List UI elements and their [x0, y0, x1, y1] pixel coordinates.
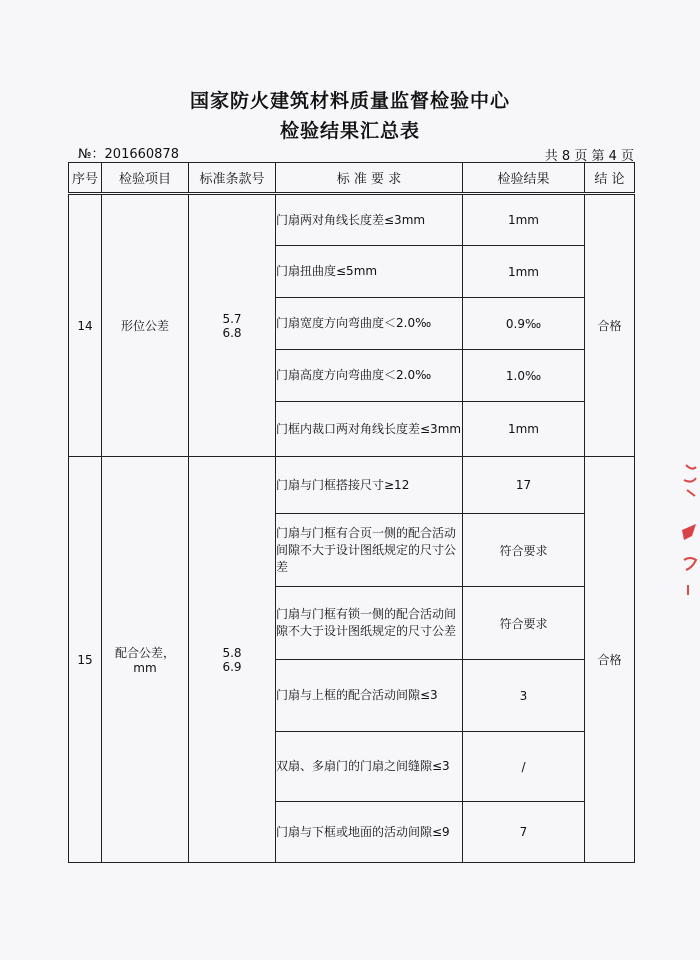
- requirement-cell: 门扇宽度方向弯曲度＜2.0‰: [276, 298, 463, 350]
- col-header-clause: 标准条款号: [189, 163, 276, 194]
- col-header-conclusion: 结 论: [585, 163, 635, 194]
- result-cell: 符合要求: [463, 587, 585, 660]
- item-line: 配合公差，: [114, 646, 175, 660]
- result-cell: 17: [463, 457, 585, 514]
- clause-cell: [189, 457, 276, 863]
- document-number-value: 201660878: [104, 147, 179, 162]
- requirement-cell: 门扇两对角线长度差≤3mm: [276, 194, 463, 246]
- col-header-item: 检验项目: [102, 163, 189, 194]
- results-summary-table: [68, 162, 635, 863]
- requirement-cell: 门扇高度方向弯曲度＜2.0‰: [276, 350, 463, 402]
- result-cell: 1mm: [463, 402, 585, 457]
- result-cell: 7: [463, 802, 585, 863]
- requirement-cell: 门扇与上框的配合活动间隙≤3: [276, 660, 463, 732]
- table-header-row: [69, 163, 635, 194]
- col-header-result: 检验结果: [463, 163, 585, 194]
- clause-line: 6.9: [222, 659, 242, 674]
- clause-cell: [189, 194, 276, 457]
- table-row: [69, 194, 635, 246]
- page-info: 共 8 页 第 4 页: [544, 149, 634, 164]
- seal-stamp-fragment: [678, 460, 700, 600]
- requirement-cell: 门扇扭曲度≤5mm: [276, 246, 463, 298]
- requirement-cell: 门框内裁口两对角线长度差≤3mm: [276, 402, 463, 457]
- clause-line: 5.7: [222, 311, 242, 326]
- requirement-cell: 门扇与门框有锁一侧的配合活动间隙不大于设计图纸规定的尺寸公差: [276, 587, 463, 660]
- requirement-cell: 门扇与门框搭接尺寸≥12: [276, 457, 463, 514]
- result-cell: 1mm: [463, 246, 585, 298]
- conclusion-cell: 合格: [585, 194, 635, 457]
- requirement-cell: 门扇与门框有合页一侧的配合活动间隙不大于设计图纸规定的尺寸公差: [276, 514, 463, 587]
- seq-cell: 14: [69, 194, 102, 457]
- col-header-requirement: 标 准 要 求: [276, 163, 463, 194]
- document-number: [78, 143, 179, 162]
- document-number-label: №：: [78, 147, 105, 162]
- report-title-doc: 检验结果汇总表: [279, 120, 420, 142]
- result-cell: /: [463, 732, 585, 802]
- result-cell: 符合要求: [463, 514, 585, 587]
- item-line: mm: [133, 661, 157, 675]
- result-cell: 1mm: [463, 194, 585, 246]
- clause-line: 6.8: [222, 325, 242, 340]
- conclusion-cell: 合格: [585, 457, 635, 863]
- item-cell: [102, 457, 189, 863]
- seq-cell: 15: [69, 457, 102, 863]
- col-header-seq: 序号: [69, 163, 102, 194]
- result-cell: 0.9‰: [463, 298, 585, 350]
- table-row: [69, 457, 635, 514]
- result-cell: 1.0‰: [463, 350, 585, 402]
- result-cell: 3: [463, 660, 585, 732]
- report-title-org: 国家防火建筑材料质量监督检验中心: [189, 90, 510, 112]
- item-cell: 形位公差: [102, 194, 189, 457]
- clause-line: 5.8: [222, 645, 242, 660]
- requirement-cell: 双扇、多扇门的门扇之间缝隙≤3: [276, 732, 463, 802]
- requirement-cell: 门扇与下框或地面的活动间隙≤9: [276, 802, 463, 863]
